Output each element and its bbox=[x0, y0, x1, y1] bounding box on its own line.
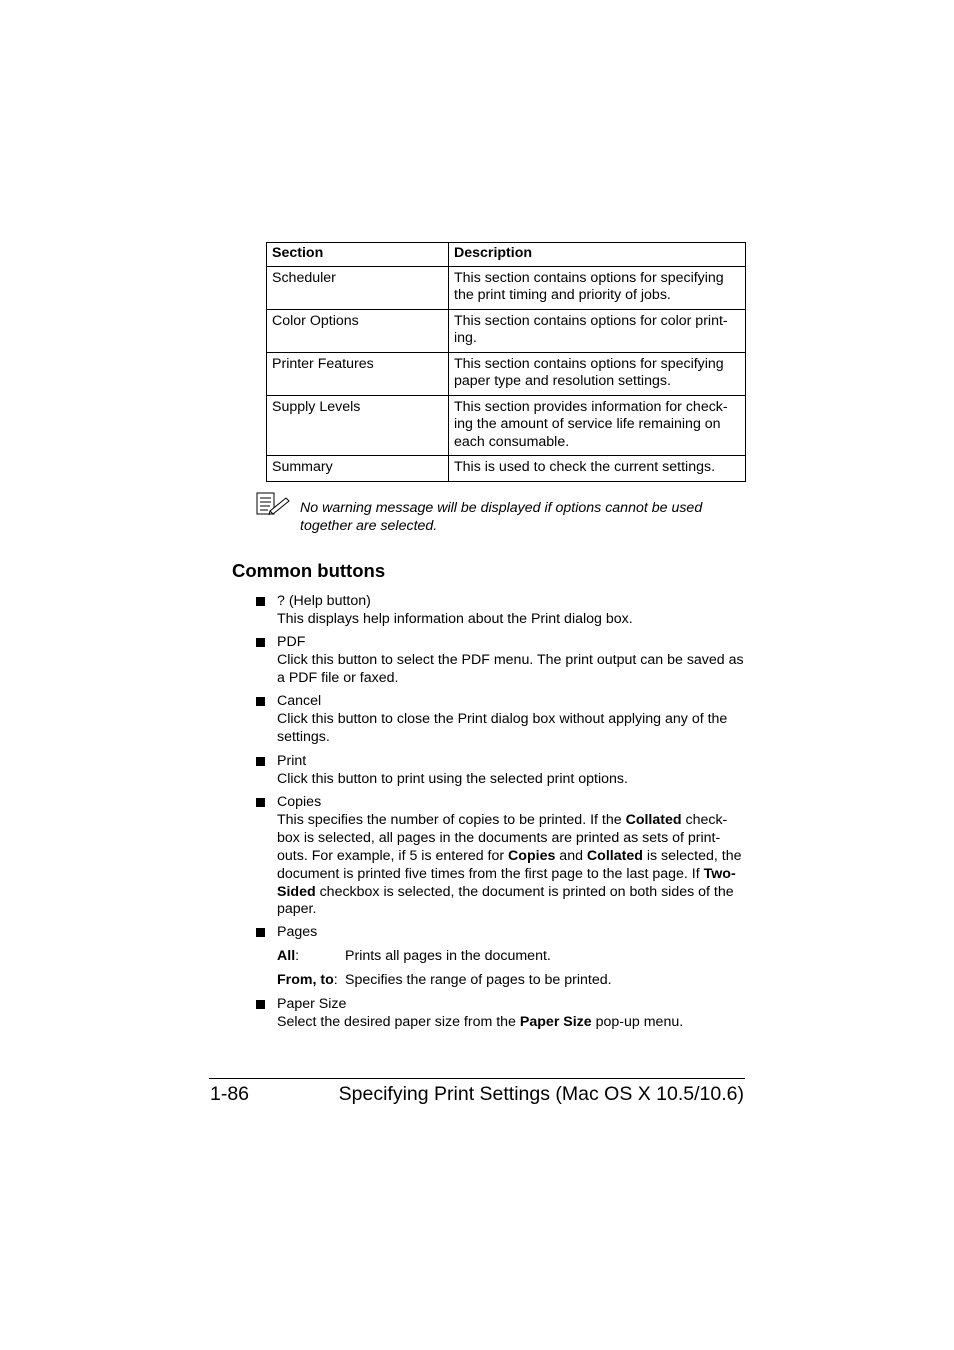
option-label-text: From, to bbox=[277, 971, 334, 988]
list-item-pages bbox=[256, 924, 746, 996]
description-cell: This section contains options for specifying paper type and resolution settings. bbox=[449, 352, 746, 395]
table-row bbox=[267, 309, 746, 352]
option-description: Specifies the range of pages to be printed. bbox=[345, 971, 612, 988]
item-description: This displays help information about the Print dialog box. bbox=[277, 610, 633, 627]
list-item-pdf bbox=[256, 634, 746, 688]
table-row bbox=[267, 395, 746, 456]
bullet-icon bbox=[256, 757, 265, 766]
sections-table bbox=[266, 242, 746, 482]
item-description: Click this button to close the Print dialog box without applying any of the settings. bbox=[277, 710, 728, 745]
chapter-title: Specifying Print Settings (Mac OS X 10.5/10.6) bbox=[338, 1083, 744, 1105]
bold-term: Collated bbox=[625, 811, 682, 828]
text-run: check-box is selected, all pages in the documents are printed as sets of print-outs. For example, if 5 is entered for bbox=[277, 811, 728, 864]
item-description bbox=[277, 1014, 746, 1032]
description-cell: This section contains options for color print-ing. bbox=[449, 309, 746, 352]
page-number: 1-86 bbox=[210, 1083, 250, 1105]
pages-option-all bbox=[277, 948, 746, 972]
bold-term: Paper Size bbox=[519, 1013, 592, 1030]
item-title: Cancel bbox=[277, 693, 322, 709]
list-item-help bbox=[256, 593, 746, 629]
bold-term: Copies bbox=[508, 847, 556, 864]
pages-option-from-to bbox=[277, 972, 746, 996]
table-header-row bbox=[267, 243, 746, 267]
note-pencil-icon bbox=[256, 492, 290, 516]
item-description bbox=[277, 812, 746, 919]
item-title: ? (Help button) bbox=[277, 593, 371, 609]
item-title: Print bbox=[277, 753, 307, 769]
footer-divider bbox=[209, 1078, 745, 1079]
text-run: pop-up menu. bbox=[591, 1013, 684, 1030]
table-row bbox=[267, 266, 746, 309]
section-cell: Supply Levels bbox=[267, 395, 449, 456]
section-cell: Scheduler bbox=[267, 266, 449, 309]
option-label: From, to: bbox=[277, 971, 338, 988]
note-text: No warning message will be displayed if options cannot be used together are selected. bbox=[300, 500, 703, 534]
bold-term: Collated bbox=[586, 847, 643, 864]
text-run: This specifies the number of copies to be printed. If the bbox=[277, 811, 626, 828]
bullet-icon bbox=[256, 697, 265, 706]
table-row bbox=[267, 352, 746, 395]
list-item-paper-size bbox=[256, 996, 746, 1032]
item-title: Paper Size bbox=[277, 996, 347, 1012]
section-cell: Color Options bbox=[267, 309, 449, 352]
section-cell: Summary bbox=[267, 456, 449, 482]
description-cell: This section provides information for check-ing the amount of service life remaining on each consumable. bbox=[449, 395, 746, 456]
table-row bbox=[267, 456, 746, 482]
column-header-description: Description bbox=[449, 243, 746, 267]
bullet-icon bbox=[256, 928, 265, 937]
description-cell: This is used to check the current settings. bbox=[449, 456, 746, 482]
description-cell: This section contains options for specifying the print timing and priority of jobs. bbox=[449, 266, 746, 309]
text-run: is selected, the document is printed five times from the first page to the last page. If bbox=[277, 847, 742, 882]
bullet-icon bbox=[256, 1000, 265, 1009]
column-header-section: Section bbox=[267, 243, 449, 267]
item-description: Click this button to select the PDF menu. The print output can be saved as a PDF file or faxed. bbox=[277, 651, 744, 686]
list-item-print bbox=[256, 753, 746, 789]
text-run: and bbox=[555, 847, 587, 864]
item-title: PDF bbox=[277, 634, 306, 650]
bullet-icon bbox=[256, 638, 265, 647]
section-cell: Printer Features bbox=[267, 352, 449, 395]
section-heading: Common buttons bbox=[232, 560, 386, 581]
list-item-cancel bbox=[256, 693, 746, 747]
option-label: All: bbox=[277, 947, 300, 964]
bold-term: Two-Sided bbox=[277, 865, 736, 900]
text-run: checkbox is selected, the document is printed on both sides of the paper. bbox=[277, 883, 734, 918]
bullet-icon bbox=[256, 597, 265, 606]
item-description: Click this button to print using the selected print options. bbox=[277, 770, 628, 787]
text-run: Select the desired paper size from the bbox=[277, 1013, 520, 1030]
item-title: Copies bbox=[277, 794, 322, 810]
item-title: Pages bbox=[277, 924, 318, 940]
option-label-text: All bbox=[277, 947, 296, 964]
option-description: Prints all pages in the document. bbox=[345, 947, 551, 964]
list-item-copies bbox=[256, 794, 746, 919]
bullet-icon bbox=[256, 798, 265, 807]
